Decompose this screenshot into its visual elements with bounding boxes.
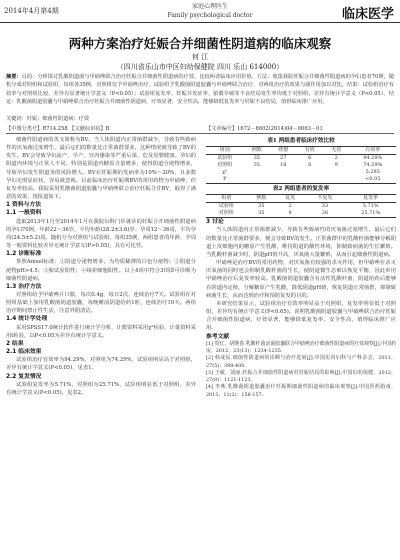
table-cell: 25.71% — [345, 210, 396, 218]
table-cell — [270, 169, 296, 176]
article-title: 两种方案治疗妊娠合并细菌性阴道病的临床观察 — [68, 36, 332, 51]
table1-caption: 表1 两组患者临床疗效比较 — [267, 138, 335, 144]
table-cell: P — [206, 176, 244, 184]
table-cell: 5.71% — [362, 203, 379, 210]
intro-paragraph: 细菌性阴道病的英文简称为BV，当人体阴道内正常菌群减少，导致有些致病性的厌氧菌过度增生，最后它们的数量比正常菌群要多，这种情况就导致了BV的发生。BV会导致孕妇流产、早产、宫内感染等严重后果，危及母婴健康。孕妇的阴道内环境与正常人不同，特别是阴道内糖原含量增多，使得阴道分泌物增多，导致孕妇发生阴道炎的风险增大。BV在妊娠期的发病率为10%～20%，且多数孕妇无明显症状，容易被忽视。目前临床治疗妊娠期BV的常用药物为甲硝唑，但复发率较高。我院采用乳酸菌阴道胶囊与甲硝唑联合治疗妊娠合并BV，取得了满意的效果，现报道如下。 — [6, 137, 196, 201]
table-cell: 94.29% — [363, 155, 383, 162]
abstract — [6, 73, 394, 106]
table-cell — [244, 176, 270, 184]
table-header: 组别 — [206, 147, 244, 155]
table-cell: 35 — [253, 155, 260, 162]
table-header: 例数 — [247, 195, 276, 203]
table-header: 组别 — [206, 195, 247, 203]
paragraph: 甲硝唑是治疗BV的常用药物，对厌氧菌有较强的杀灭作用，但甲硝唑在杀灭厌氧菌的同时也会抑制乳酸杆菌的生长，使阴道微生态难以恢复平衡，因此单用甲硝唑治疗后复发率较高。乳酸菌阴道胶囊含有活性乳酸杆菌，阴道给药后能够在阴道内定植，分解糖原产生乳酸，降低阴道pH值，恢复阴道正常菌群，抑制致病菌生长，从而达到治疗和预防复发的目的。 — [206, 260, 396, 299]
table-header: 不复发 — [305, 195, 346, 203]
section-heading: 2 结果 — [6, 340, 24, 347]
table-cell: 18 — [280, 162, 287, 169]
page-header — [0, 0, 400, 24]
classification: 【中图分类号】R714.258 【文献标识码】B — [6, 126, 110, 132]
article-id: 【文章编号】1672－8602(2014)04－0063－01 — [206, 126, 323, 132]
table-row — [206, 210, 396, 218]
table-cell: <0.05 — [349, 176, 396, 184]
table-cell: 对照组 — [217, 162, 233, 169]
abstract-divider — [6, 133, 394, 134]
table-cell: 33 — [321, 203, 329, 210]
table-cell: 2 — [288, 203, 292, 210]
section-heading: 3 讨论 — [206, 219, 224, 226]
table-header: 无效 — [323, 147, 349, 155]
table-cell: 6 — [308, 155, 312, 162]
left-column — [6, 136, 196, 397]
table1 — [206, 146, 396, 184]
journal-name — [150, 2, 270, 20]
subsection-heading: 1.1 一般资料 — [6, 210, 42, 217]
subsection-heading: 1.4 统计学处理 — [6, 316, 48, 323]
table-cell: 9 — [276, 210, 305, 218]
table-cell: 5.285 — [365, 169, 380, 176]
table-header: 复发 — [276, 195, 305, 203]
table2 — [206, 194, 396, 218]
paragraph: 采用SPSS17.0统计软件进行统计学分析，计数资料采用χ²检验，计量资料采用t检验，以P<0.05为差异有统计学意义。 — [6, 324, 196, 339]
table-cell: 9 — [334, 162, 338, 169]
table-cell: 对照组 — [206, 210, 247, 218]
table-cell: 8 — [308, 162, 312, 169]
table-cell — [244, 169, 270, 176]
keywords: 关键词：妊娠；细菌性阴道病；疗效 — [6, 116, 90, 122]
table-cell: 35 — [247, 210, 276, 218]
table-cell — [296, 169, 322, 176]
reference-item: [2] 韩成民.细菌性阴道病的诊断与治疗进展[J].中国实用妇科与产科杂志，2011，27(5)：398-400. — [206, 355, 396, 369]
section-heading: 1 资料与方法 — [6, 202, 42, 209]
references-heading: 参考文献 — [206, 333, 230, 340]
paragraph: 试验组复发率为5.71%，对照组为25.71%，试验组明显低于对照组，差异有统计学意义(P<0.05)，见表2。 — [6, 381, 196, 396]
table-cell — [323, 176, 349, 184]
affiliation: （四川省乐山市中区妇幼保健院 四川 乐山 614000） — [116, 63, 284, 71]
table-row — [206, 155, 396, 163]
abstract-text: 目的：分析探讨乳酸阴道菌与甲硝唑联合治疗妊娠合并细菌性阴道病的疗效，比较两者临床应用价值。方法：收集我院妊娠合并细菌性阴道病的孕妇患者70例，随机分成对照组和试验组，每组各35例，对照组仅予甲硝唑治疗，试验组予乳酸菌阴道胶囊与甲硝唑联合治疗，对两组治疗的效果与副作用加以对比。结果：试验组治疗有效率与对照组比较，差异有显著统计学意义（P<0.05）；试验组复发率、妊娠并发症率、胎膜早破等不良结局发生率均低于对照组，差异有统计学意义（P<0.05）。结论：乳酸菌阴道胶囊与甲硝唑联合治疗妊娠合并细菌性阴道病，疗效显著，安全性高，能够降低复发率与妊娠不良结局，值得临床推广应用。 — [6, 74, 394, 105]
table-cell: 74.29% — [363, 162, 383, 169]
paragraph: 试验组治疗有效率为94.29%，对照组为74.29%，试验组明显高于对照组，差异有统计学意义(P<0.05)，见表1。 — [6, 357, 196, 372]
table-row — [206, 203, 396, 211]
paragraph: 本研究结果显示，试验组治疗有效率明显高于对照组，复发率明显低于对照组，差异均有统计学意义(P<0.05)。说明乳酸菌阴道胶囊与甲硝唑联合治疗妊娠合并细菌性阴道病，疗效显著，能够降低复发率，安全性高，值得临床推广应用。 — [206, 300, 396, 332]
paragraph: 参照Amsel标准：①阴道分泌物增多，为均质稀薄的白色分泌物；②阴道分泌物pH>4.5；③胺试验阳性；④线索细胞阳性。以上4项中符合3项即可诊断为细菌性阴道病。 — [6, 259, 196, 282]
subsection-heading: 1.2 诊断标准 — [6, 251, 42, 258]
table-cell: 35 — [258, 203, 265, 210]
table-cell: 试验组 — [218, 203, 234, 210]
table-cell — [323, 169, 349, 176]
table-header: 有效率 — [349, 147, 396, 155]
subsection-heading: 2.2 复发情况 — [6, 373, 42, 380]
table-row — [206, 169, 396, 176]
issue-info: 2014年4月第4期 — [4, 7, 59, 15]
reference-item: [4] 李燕.乳酸菌阴道胶囊治疗妊娠期细菌性阴道病的临床观察[J].中国医药指南，2013，11(2)：156-157. — [206, 384, 396, 398]
paragraph: 对照组给予甲硝唑片口服，每次0.4g，每日2次，连续治疗7天。试验组在对照组基础上加用乳酸菌阴道胶囊，每晚睡前阴道给药1粒，连续治疗10天。两组治疗期间禁止性生活，注意外阴清洁。 — [6, 291, 196, 315]
abstract-label: 摘要： — [6, 74, 22, 80]
table-row — [206, 176, 396, 184]
paragraph: 当人体阴道内正常菌群减少，导致有些致病性的厌氧菌过度增生，最后它们的数量比正常菌群要多，便会导致BV的发生。正常菌群中的乳酸杆菌能够分解阴道上皮细胞内的糖原产生乳酸，维持阴道的酸性环境，抑制致病菌的生长繁殖。当乳酸杆菌减少时，阴道pH值升高，厌氧菌大量繁殖，从而引起细菌性阴道病。 — [206, 227, 396, 258]
reference-item: [1] 贺红，胡继春.乳酸杆菌活菌胶囊联合甲硝唑治疗细菌性阴道病的疗效观察[J].中国药房，2012，23(13)：1234-1235. — [206, 340, 396, 354]
journal-name-en: Family psychological doctor — [167, 12, 253, 19]
table-header: 例数 — [244, 147, 270, 155]
references — [206, 333, 396, 400]
table-cell: 2 — [334, 155, 338, 162]
table-cell — [296, 176, 322, 184]
table-cell: χ² — [222, 169, 228, 176]
header-divider — [0, 22, 400, 23]
table-cell — [270, 176, 296, 184]
table-cell: 26 — [305, 210, 346, 218]
paragraph: 选取2013年1月至2014年1月在我院妇科门诊就诊的妊娠合并细菌性阴道病的孕妇70例，年龄22～36岁，平均年龄(28.2±3.6)岁；孕周12～36周，平均孕周(24.5±5.2)周。随机分为对照组与试验组，每组35例，两组患者的年龄、孕周等一般资料比较差异无统计学意义(P>0.05)，具有可比性。 — [6, 218, 196, 250]
section-label: 临床医学 — [341, 7, 394, 22]
reference-item: [3] 王敏，刘丽.妊娠合并细菌性阴道病对妊娠结局的影响[J].中国妇幼保健，2012，27(8)：1121-1123. — [206, 369, 396, 384]
journal-name-cn: 家庭心理医生 — [191, 3, 228, 10]
table-cell: 试验组 — [217, 155, 233, 162]
table-header: 有效 — [296, 147, 322, 155]
table-header: 痊愈 — [270, 147, 296, 155]
table-cell: 27 — [280, 155, 287, 162]
table2-caption: 表2 两组患者的复发率 — [272, 186, 330, 193]
table-row — [206, 162, 396, 169]
table-header: 复发率 — [345, 195, 396, 203]
subsection-heading: 1.3 治疗方法 — [6, 283, 42, 290]
subsection-heading: 2.1 临床效果 — [6, 349, 42, 356]
author: 何 江 — [191, 53, 209, 61]
right-column — [206, 136, 396, 399]
table-cell: 35 — [253, 162, 260, 169]
